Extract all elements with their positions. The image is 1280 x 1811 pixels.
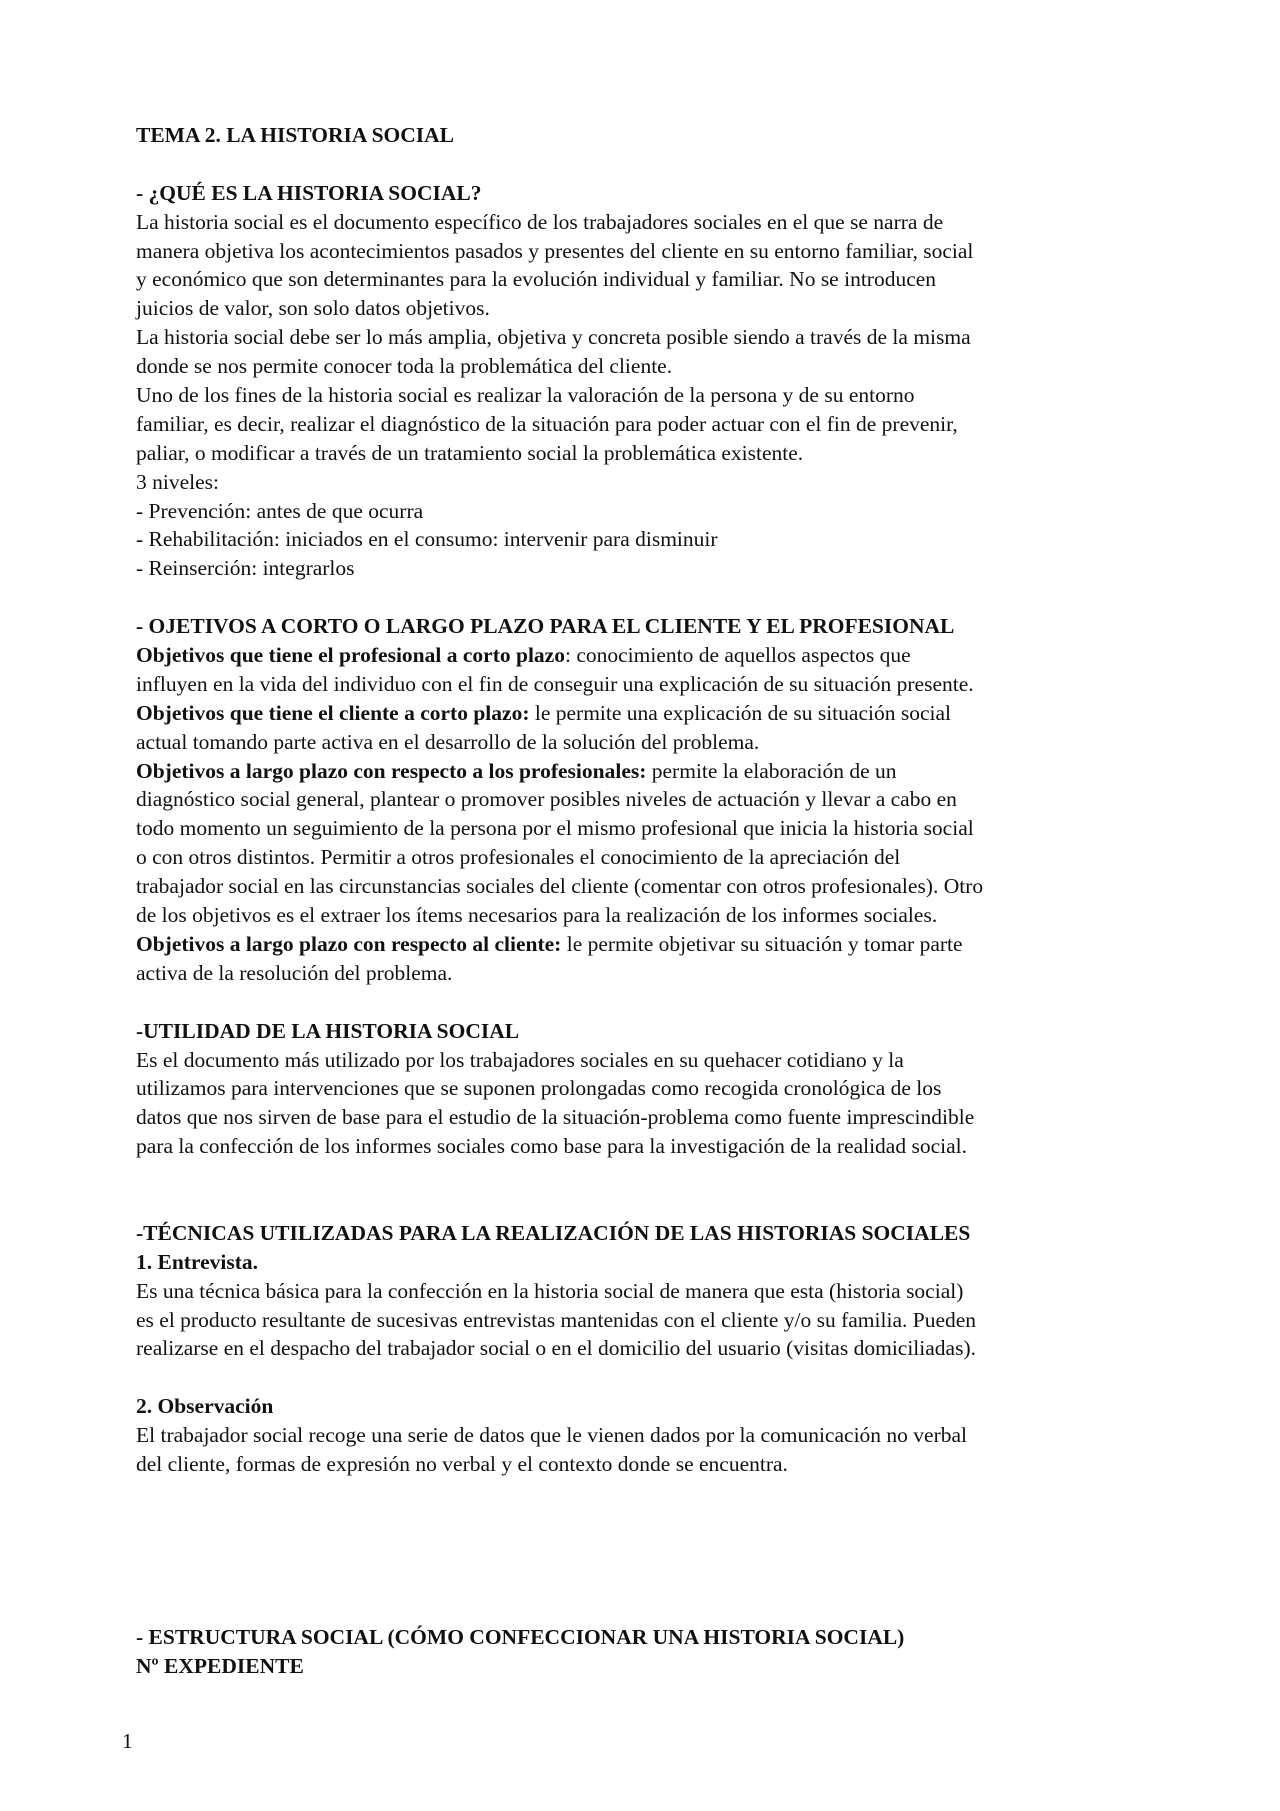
text: juicios de valor, son solo datos objetivos. — [136, 296, 490, 321]
text: paliar, o modificar a través de un tratamiento social la problemática existente. — [136, 440, 804, 465]
text: : conocimiento de aquellos aspectos que — [564, 643, 911, 668]
text-line — [136, 1046, 1196, 1075]
text: o con otros distintos. Permitir a otros profesionales el conocimiento de la apreciación del — [136, 845, 901, 870]
text-line — [136, 208, 1196, 237]
text: Es el documento más utilizado por los trabajadores sociales en su quehacer cotidiano y la — [136, 1047, 904, 1072]
text: donde se nos permite conocer toda la problemática del cliente. — [136, 354, 673, 379]
text: utilizamos para intervenciones que se suponen prolongadas como recogida cronológica de los — [136, 1076, 942, 1101]
blank-line — [136, 150, 1196, 179]
text-line — [136, 641, 1196, 670]
text: de los objetivos es el extraer los ítems necesarios para la realización de los informes sociales. — [136, 903, 938, 928]
blank-line — [136, 1363, 1196, 1392]
bold-text: - ESTRUCTURA SOCIAL (CÓMO CONFECCIONAR UNA HISTORIA SOCIAL) — [136, 1625, 905, 1650]
text-line — [136, 410, 1196, 439]
bold-text: Nº EXPEDIENTE — [136, 1654, 304, 1679]
bold-text: TEMA 2. LA HISTORIA SOCIAL — [136, 123, 455, 147]
bold-text: Objetivos que tiene el cliente a corto plazo: — [136, 700, 530, 725]
text-line — [136, 179, 1196, 208]
text: y económico que son determinantes para la evolución individual y familiar. No se introducen — [136, 267, 937, 292]
text-line — [136, 121, 1196, 150]
bold-text: - OJETIVOS A CORTO O LARGO PLAZO PARA EL CLIENTE Y EL PROFESIONAL — [136, 614, 955, 639]
text-line — [136, 1334, 1196, 1363]
text: Es una técnica básica para la confección en la historia social de manera que esta (historia social) — [136, 1278, 964, 1303]
text-line — [136, 959, 1196, 988]
text-line — [136, 1132, 1196, 1161]
bold-text: - ¿QUÉ ES LA HISTORIA SOCIAL? — [136, 180, 482, 205]
text-line — [136, 670, 1196, 699]
text-line — [136, 1074, 1196, 1103]
text: para la confección de los informes sociales como base para la investigación de la realidad social. — [136, 1134, 967, 1159]
text: activa de la resolución del problema. — [136, 960, 453, 985]
text-line — [136, 323, 1196, 352]
text: - Reinserción: integrarlos — [136, 556, 355, 581]
text-line — [136, 612, 1196, 641]
bold-text: Objetivos a largo plazo con respecto al cliente: — [136, 931, 562, 956]
text-line — [136, 757, 1196, 786]
text: La historia social es el documento específico de los trabajadores sociales en el que se narra de — [136, 209, 944, 234]
blank-line — [136, 583, 1196, 612]
text-line — [136, 497, 1196, 526]
text-line — [136, 1103, 1196, 1132]
text-line — [136, 525, 1196, 554]
blank-line — [136, 1508, 1196, 1537]
text: le permite una explicación de su situación social — [529, 700, 951, 725]
text-line — [136, 785, 1196, 814]
bold-text: 2. Observación — [136, 1394, 274, 1419]
document-body — [136, 121, 1196, 1681]
text-line — [136, 468, 1196, 497]
text-line — [136, 814, 1196, 843]
text: Uno de los fines de la historia social es realizar la valoración de la persona y de su entorno — [136, 383, 915, 408]
text: del cliente, formas de expresión no verbal y el contexto donde se encuentra. — [136, 1451, 788, 1476]
bold-text: 1. Entrevista. — [136, 1249, 259, 1274]
text-line — [136, 1277, 1196, 1306]
text-line — [136, 1248, 1196, 1277]
text: 3 niveles: — [136, 469, 219, 494]
bold-text: -TÉCNICAS UTILIZADAS PARA LA REALIZACIÓN DE LAS HISTORIAS SOCIALES — [136, 1220, 971, 1245]
text: le permite objetivar su situación y tomar parte — [561, 931, 963, 956]
text-line — [136, 1421, 1196, 1450]
blank-line — [136, 988, 1196, 1017]
text-line — [136, 699, 1196, 728]
text: actual tomando parte activa en el desarrollo de la solución del problema. — [136, 729, 760, 754]
blank-line — [136, 1161, 1196, 1190]
text-line — [136, 901, 1196, 930]
text: influyen en la vida del individuo con el fin de conseguir una explicación de su situación presente. — [136, 671, 974, 696]
text: - Prevención: antes de que ocurra — [136, 498, 424, 523]
bold-text: -UTILIDAD DE LA HISTORIA SOCIAL — [136, 1018, 520, 1043]
blank-line — [136, 1537, 1196, 1566]
text-line — [136, 872, 1196, 901]
bold-text: Objetivos a largo plazo con respecto a los profesionales: — [136, 758, 647, 783]
text-line — [136, 1450, 1196, 1479]
text-line — [136, 728, 1196, 757]
bold-text: Objetivos que tiene el profesional a corto plazo — [136, 643, 565, 668]
text: trabajador social en las circunstancias sociales del cliente (comentar con otros profesionales). Otro — [136, 874, 984, 899]
page-number: 1 — [122, 1729, 133, 1753]
text: familiar, es decir, realizar el diagnóstico de la situación para poder actuar con el fin de prevenir, — [136, 411, 958, 436]
text: todo momento un seguimiento de la persona por el mismo profesional que inicia la historia social — [136, 816, 974, 841]
text: - Rehabilitación: iniciados en el consumo: intervenir para disminuir — [136, 527, 718, 552]
text-line — [136, 843, 1196, 872]
text: es el producto resultante de sucesivas entrevistas mantenidas con el cliente y/o su familia. Pueden — [136, 1307, 977, 1332]
blank-line — [136, 1479, 1196, 1508]
blank-line — [136, 1566, 1196, 1595]
text: El trabajador social recoge una serie de datos que le vienen dados por la comunicación no verbal — [136, 1423, 968, 1448]
text-line — [136, 930, 1196, 959]
text-line — [136, 381, 1196, 410]
text-line — [136, 1623, 1196, 1652]
text-line — [136, 265, 1196, 294]
text: diagnóstico social general, plantear o promover posibles niveles de actuación y llevar a cabo en — [136, 787, 957, 812]
text: La historia social debe ser lo más amplia, objetiva y concreta posible siendo a través de la misma — [136, 325, 971, 350]
text-line — [136, 1306, 1196, 1335]
blank-line — [136, 1190, 1196, 1219]
text-line — [136, 1652, 1196, 1681]
text-line — [136, 294, 1196, 323]
text-line — [136, 554, 1196, 583]
text-line — [136, 1392, 1196, 1421]
text: datos que nos sirven de base para el estudio de la situación-problema como fuente imprescindible — [136, 1105, 975, 1130]
text: realizarse en el despacho del trabajador social o en el domicilio del usuario (visitas domiciliadas). — [136, 1336, 976, 1361]
text-line — [136, 1219, 1196, 1248]
text-line — [136, 237, 1196, 266]
text-line — [136, 352, 1196, 381]
text: permite la elaboración de un — [646, 758, 897, 783]
blank-line — [136, 1594, 1196, 1623]
text: manera objetiva los acontecimientos pasados y presentes del cliente en su entorno familiar, social — [136, 238, 974, 263]
text-line — [136, 439, 1196, 468]
text-line — [136, 1017, 1196, 1046]
